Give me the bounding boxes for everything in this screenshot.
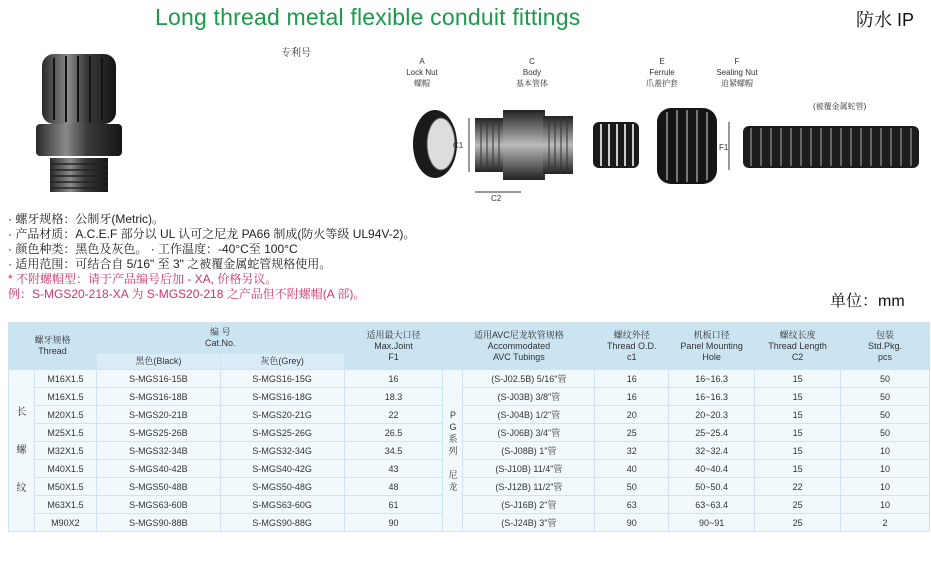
ferrule-part: [593, 122, 639, 168]
part-label-f: F Sealing Nut 迫紧螺帽: [716, 57, 758, 88]
spec-thread: · 螺牙规格：公制牙(Metric)。: [8, 212, 164, 226]
table-row: M25X1.5 S-MGS25-26B S-MGS25-26G 26.5 (S-J06B) 3/4"管 25 25~25.4 15 50: [9, 424, 930, 442]
col-od: 螺纹外径 Thread O.D. c1: [595, 323, 669, 370]
spec-note: * 不附螺帽型：请于产品编号后加 - XA, 价格另议。: [8, 272, 278, 286]
f1-label: F1: [719, 143, 729, 152]
col-maxjoint: 适用最大口径 Max.Joint F1: [344, 323, 443, 370]
col-black: 黑色(Black): [96, 354, 220, 370]
col-grey: 灰色(Grey): [220, 354, 344, 370]
part-label-a: A Lock Nut 螺帽: [406, 57, 438, 88]
part-label-c: C Body 基本管体: [516, 57, 548, 88]
spec-example: 例：S-MGS20-218-XA 为 S-MGS20-218 之产品但不附螺帽(A 部)。: [8, 287, 366, 301]
col-catno: 编 号 Cat.No.: [96, 323, 344, 354]
row-group-label: 长 螺 纹: [9, 370, 35, 532]
conduit-note: (被覆金属蛇管): [813, 102, 867, 111]
table-row: M16X1.5 S-MGS16-18B S-MGS16-18G 18.3 (S-J03B) 3/8"管 16 16~16.3 15 50: [9, 388, 930, 406]
table-row: M90X2 S-MGS90-88B S-MGS90-88G 90 (S-J24B) 3"管 90 90~91 25 2: [9, 514, 930, 532]
corner-label: 防水 IP: [856, 10, 915, 30]
patent-label: 专利号: [281, 48, 311, 59]
spec-list: [8, 212, 415, 302]
exploded-diagram: [395, 92, 925, 208]
col-avc: 适用AVC尼龙软管规格 Accommodated AVC Tubings: [443, 323, 595, 370]
spec-range: · 适用范围：可结合自 5/16" 至 3" 之被覆金属蛇管规格使用。: [8, 257, 332, 271]
conduit-part: [743, 126, 919, 168]
table-row: M63X1.5 S-MGS63-60B S-MGS63-60G 61 (S-J16B) 2"管 63 63~63.4 25 10: [9, 496, 930, 514]
pg-series-label: P G 系 列 尼 龙: [443, 370, 463, 532]
spec-material: · 产品材质：A.C.E.F 部分以 UL 认可之尼龙 PA66 制成(防火等级 UL94V-2)。: [8, 227, 416, 241]
c1-label: C1: [453, 141, 464, 150]
spec-table: [8, 322, 930, 532]
col-thread: 螺牙规格 Thread: [9, 323, 97, 370]
product-photo: [20, 40, 140, 200]
c2-label: C2: [491, 194, 502, 203]
body-part: [469, 110, 573, 192]
table-row: M50X1.5 S-MGS50-48B S-MGS50-48G 48 (S-J12B) 11/2"管 50 50~50.4 22 10: [9, 478, 930, 496]
table-row: M20X1.5 S-MGS20-21B S-MGS20-21G 22 (S-J04B) 1/2"管 20 20~20.3 15 50: [9, 406, 930, 424]
unit-label: 单位：mm: [830, 293, 905, 310]
page-title: Long thread metal flexible conduit fittings: [155, 4, 581, 30]
table-row: 长 螺 纹 M16X1.5 S-MGS16-15B S-MGS16-15G 16 P G 系 列 尼 龙 (S-J02.5B) 5/16"管 16 16~16.3 15 50: [9, 370, 930, 388]
spec-color-temp: · 颜色种类：黑色及灰色。 · 工作温度：-40°C至 100°C: [8, 242, 298, 256]
col-length: 螺纹长度 Thread Length C2: [755, 323, 841, 370]
table-row: M40X1.5 S-MGS40-42B S-MGS40-42G 43 (S-J10B) 11/4"管 40 40~40.4 15 10: [9, 460, 930, 478]
col-pkg: 包装 Std.Pkg. pcs: [841, 323, 930, 370]
part-label-e: E Ferrule 爪蓋护套: [646, 57, 678, 88]
col-panel: 机板口径 Panel Mounting Hole: [669, 323, 755, 370]
table-row: M32X1.5 S-MGS32-34B S-MGS32-34G 34.5 (S-J08B) 1"管 32 32~32.4 15 10: [9, 442, 930, 460]
lock-nut-part: [413, 110, 457, 178]
